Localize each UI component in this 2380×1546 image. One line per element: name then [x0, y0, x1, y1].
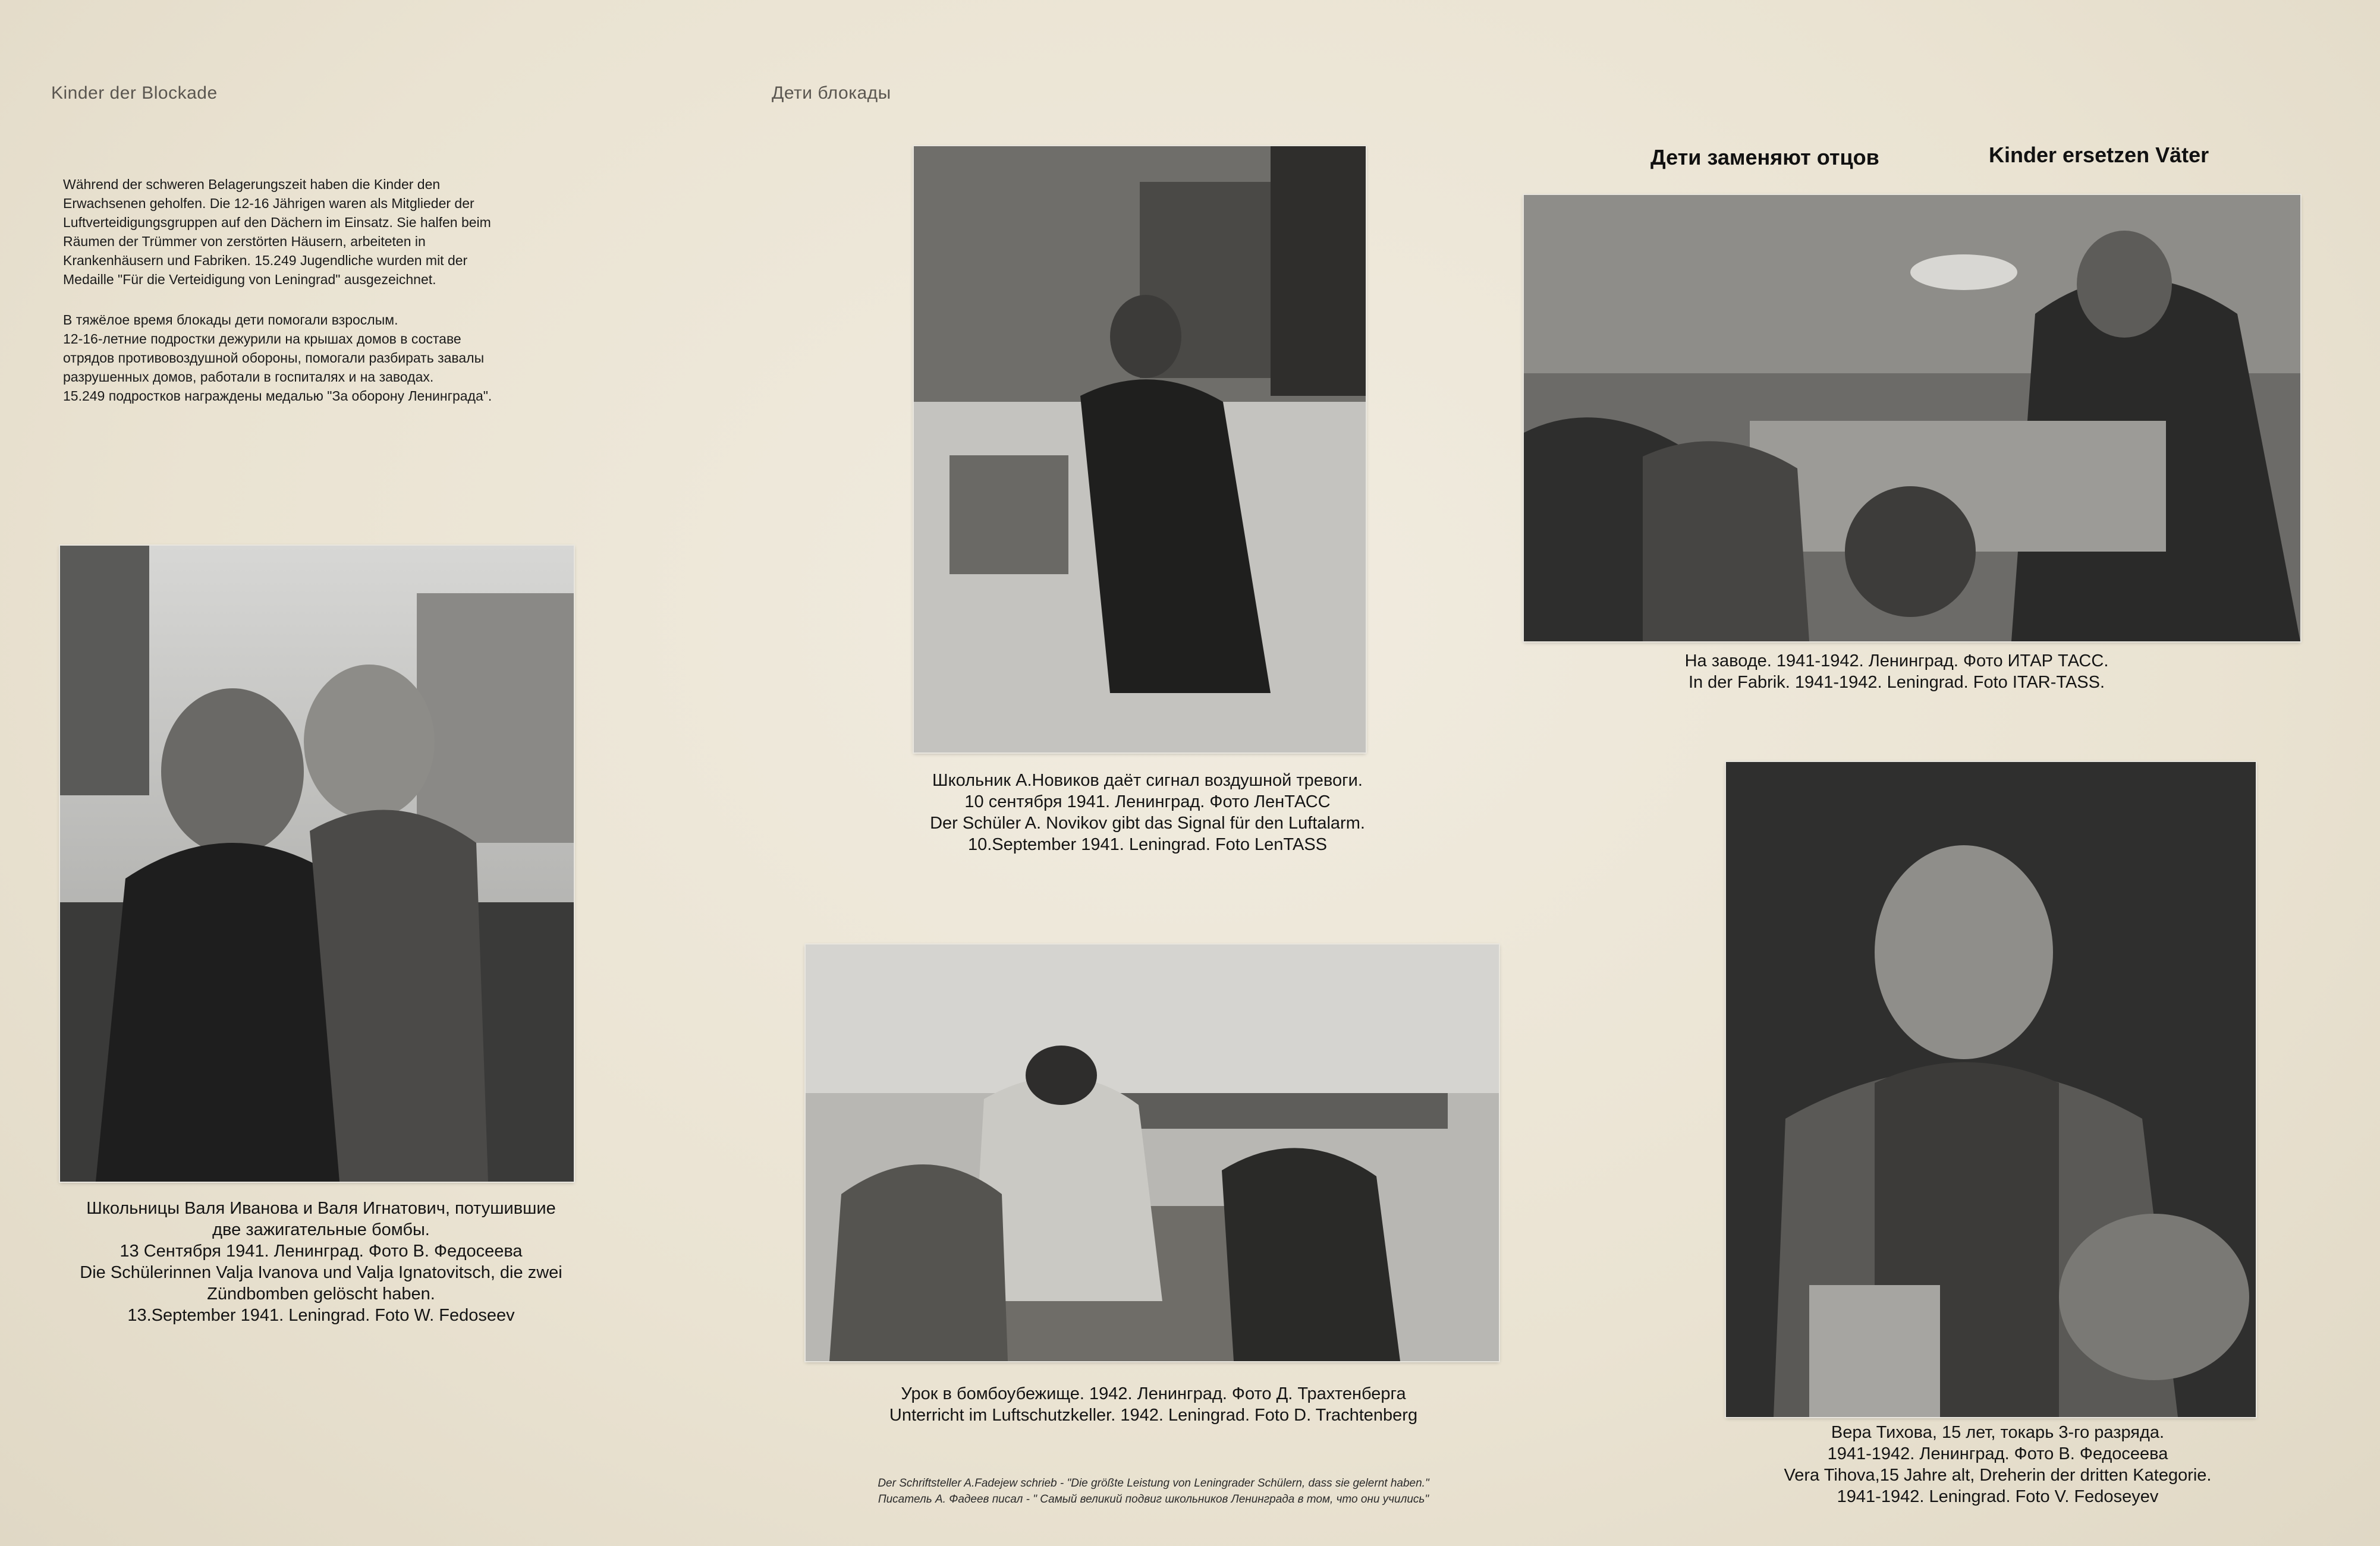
photo-schoolgirls: [60, 546, 574, 1182]
photo-shelter: [806, 944, 1499, 1361]
section-title-german: Kinder ersetzen Väter: [1989, 143, 2209, 167]
caption-shelter: Урок в бомбоубежище. 1942. Ленинград. Фото Д. Трахтенберга Unterricht im Luftschutzkeller. 1942. Leningrad. Foto D. Trachtenberg: [889, 1384, 1418, 1425]
footnote-german: Der Schriftsteller A.Fadejew schrieb - "Die größte Leistung von Leningrader Schülern, dass sie gelernt haben.": [878, 1477, 1429, 1490]
caption-factory: На заводе. 1941-1942. Ленинград. Фото ИТАР ТАСС. In der Fabrik. 1941-1942. Leningrad. Foto ITAR-TASS.: [1684, 651, 2109, 692]
intro-russian: В тяжёлое время блокады дети помогали взрослым. 12-16-летние подростки дежурили на крышах домов в составе отрядов противовоздушной обороны, помогали разбирать завалы разрушенных домов, работали в госпиталях и на заводах. 15.249 подростков награждены медалью "За оборону Ленинграда".: [63, 312, 492, 404]
caption-schoolgirls: Школьницы Валя Иванова и Валя Игнатович, потушившие две зажигательные бомбы. 13 Сентября 1941. Ленинград. Фото В. Федосеева Die Schülerinnen Valja Ivanova und Valja Ignatovitsch, die zwei Zündbomben gelöscht haben. 13.September 1941. Leningrad. Foto W. Fedoseev: [80, 1199, 562, 1325]
caption-vera: Вера Тихова, 15 лет, токарь 3-го разряда. 1941-1942. Ленинград. Фото В. Федосеева Vera Tihova,15 Jahre alt, Dreherin der dritten Kategorie. 1941-1942. Leningrad. Foto V. Fedoseyev: [1784, 1423, 2212, 1506]
caption-novikov: Школьник А.Новиков даёт сигнал воздушной тревоги. 10 сентября 1941. Ленинград. Фото ЛенТАСС Der Schüler A. Novikov gibt das Signal für den Luftalarm. 10.September 1941. Leningrad. Foto LenTASS: [930, 771, 1365, 854]
photo-factory: [1524, 195, 2300, 641]
photo-vera: [1726, 762, 2256, 1417]
photo-shelter-image: [806, 944, 1499, 1361]
heading-russian: Дети блокады: [772, 83, 891, 103]
footnote-russian: Писатель А. Фадеев писал - " Самый великий подвиг школьников Ленинграда в том, что они учились": [878, 1493, 1429, 1506]
photo-schoolgirls-image: [60, 546, 574, 1182]
section-title-russian: Дети заменяют отцов: [1650, 145, 1879, 169]
intro-german: Während der schweren Belagerungszeit haben die Kinder den Erwachsenen geholfen. Die 12-16 Jährigen waren als Mitglieder der Luftverteidigungsgruppen auf den Dächern im Einsatz. Sie halfen beim Räumen der Trümmer von zerstörten Häusern, arbeiteten in Krankenhäusern und Fabriken. 15.249 Jugendliche wurden mit der Medaille "Für die Verteidigung von Leningrad" ausgezeichnet.: [63, 177, 491, 287]
photo-novikov-image: [914, 146, 1366, 752]
heading-german: Kinder der Blockade: [51, 83, 218, 103]
photo-factory-image: [1524, 195, 2300, 641]
photo-vera-image: [1726, 762, 2256, 1417]
footnote-quote: [767, 1475, 1540, 1507]
photo-novikov: [914, 146, 1366, 752]
